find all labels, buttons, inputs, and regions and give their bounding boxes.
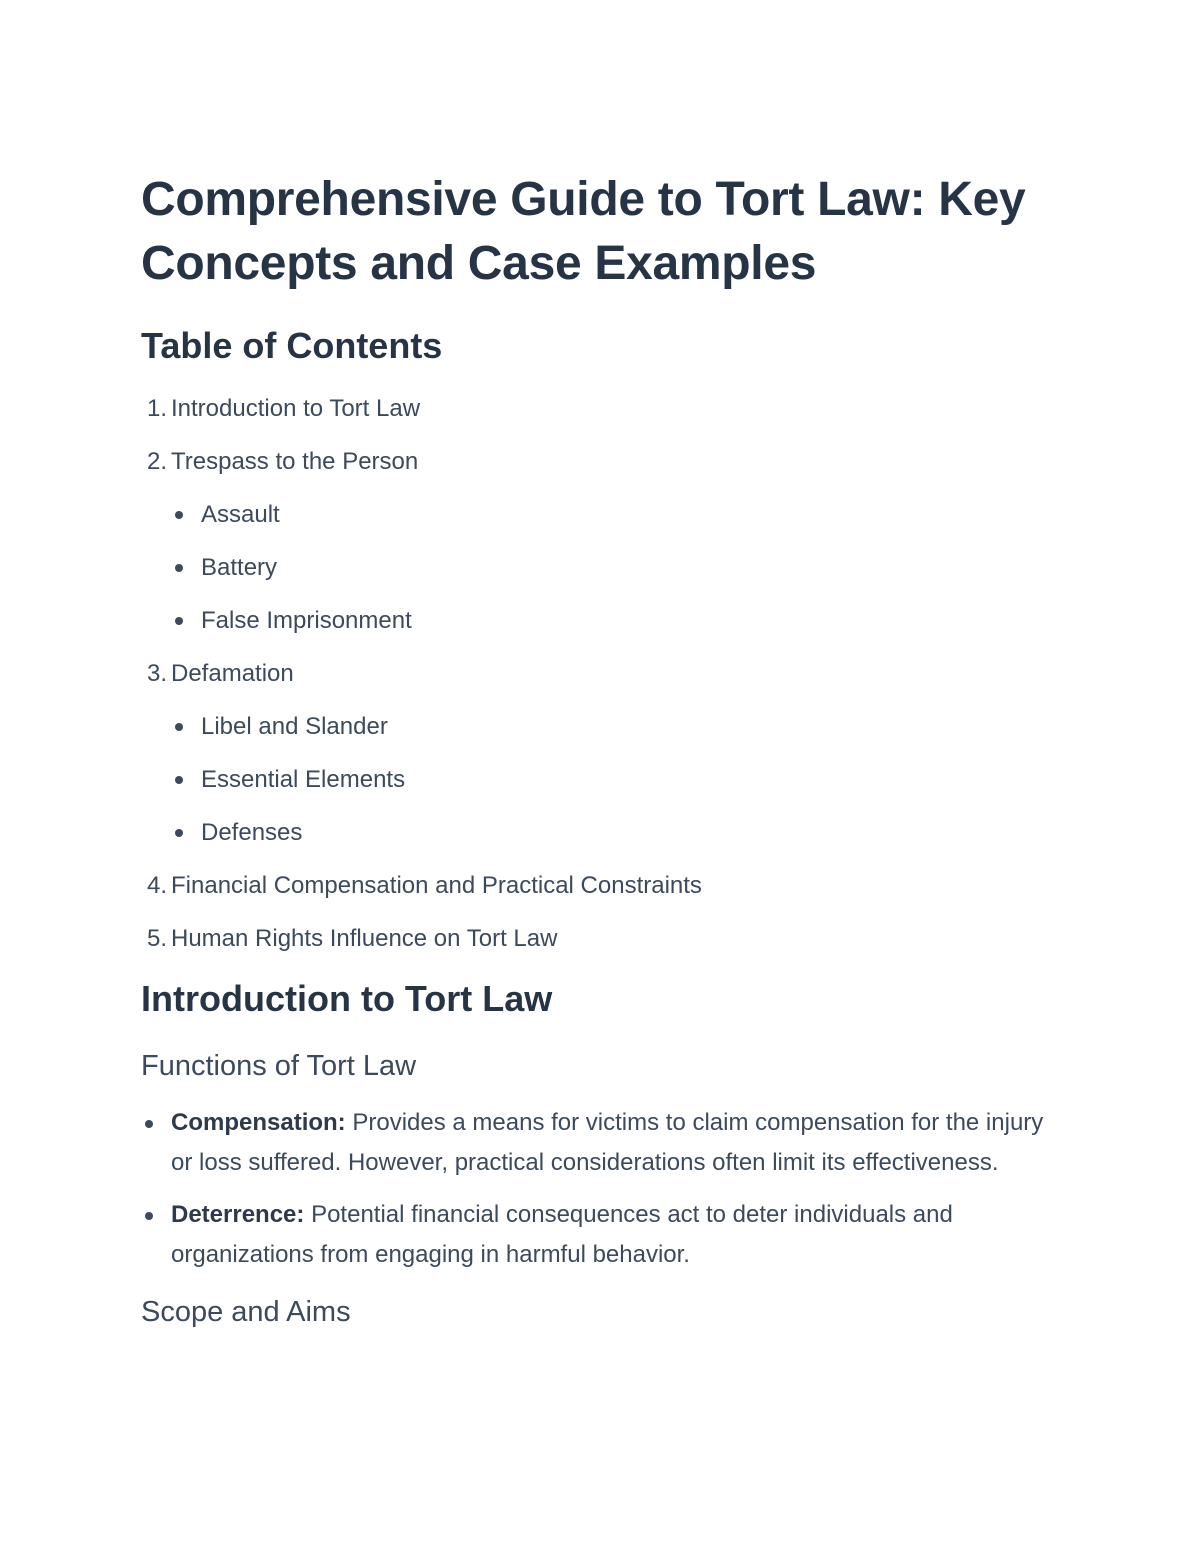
term-description: Potential financial consequences act to deter individuals and organizations from engaging in harmful behavior. — [171, 1201, 953, 1268]
toc-number: 2. — [146, 448, 167, 475]
functions-list — [141, 1103, 1071, 1275]
toc-item[interactable] — [141, 392, 1071, 425]
term-label: Compensation: — [171, 1109, 346, 1136]
toc-item[interactable] — [141, 445, 1071, 637]
term-label: Deterrence: — [171, 1201, 305, 1228]
toc-number: 3. — [146, 660, 167, 687]
toc-label: Financial Compensation and Practical Constraints — [171, 872, 702, 899]
toc-label: Trespass to the Person — [171, 448, 419, 475]
toc-sublist — [171, 710, 1071, 849]
bullet-icon — [175, 776, 183, 784]
document-page — [141, 168, 1071, 1331]
toc-subitem[interactable] — [171, 710, 1071, 743]
toc-subitem[interactable] — [171, 763, 1071, 796]
toc-subitem[interactable] — [171, 604, 1071, 637]
toc-subitem[interactable] — [171, 816, 1071, 849]
toc-number: 4. — [146, 872, 167, 899]
bullet-icon — [175, 511, 183, 519]
toc-subitem-label: Libel and Slander — [201, 713, 388, 740]
toc-subitem-label: Essential Elements — [201, 766, 406, 793]
term-description: Provides a means for victims to claim compensation for the injury or loss suffered. However, practical considerations often limit its effectiveness. — [171, 1109, 1044, 1176]
bullet-icon — [145, 1120, 153, 1128]
bullet-icon — [175, 617, 183, 625]
section-heading: Introduction to Tort Law — [141, 978, 553, 1019]
list-item — [141, 1195, 1071, 1275]
toc-sublist — [171, 498, 1071, 637]
bullet-icon — [175, 723, 183, 731]
bullet-icon — [175, 829, 183, 837]
subsection-heading-scope: Scope and Aims — [141, 1296, 351, 1328]
toc-subitem-label: Battery — [201, 554, 278, 581]
toc-item[interactable] — [141, 657, 1071, 849]
toc-number: 5. — [146, 925, 167, 952]
toc-item[interactable] — [141, 869, 1071, 902]
table-of-contents — [141, 392, 1071, 955]
list-item — [141, 1103, 1071, 1183]
toc-label: Human Rights Influence on Tort Law — [171, 925, 558, 952]
toc-label: Defamation — [171, 660, 294, 687]
toc-subitem[interactable] — [171, 551, 1071, 584]
toc-number: 1. — [146, 395, 167, 422]
toc-subitem-label: Assault — [201, 501, 280, 528]
toc-subitem-label: Defenses — [201, 819, 303, 846]
toc-subitem-label: False Imprisonment — [201, 607, 412, 634]
toc-item[interactable] — [141, 922, 1071, 955]
toc-subitem[interactable] — [171, 498, 1071, 531]
toc-heading: Table of Contents — [141, 325, 443, 366]
subsection-heading-functions: Functions of Tort Law — [141, 1050, 417, 1082]
toc-label: Introduction to Tort Law — [171, 395, 421, 422]
document-title: Comprehensive Guide to Tort Law: Key Concepts and Case Examples — [141, 173, 1026, 290]
bullet-icon — [145, 1212, 153, 1220]
bullet-icon — [175, 564, 183, 572]
